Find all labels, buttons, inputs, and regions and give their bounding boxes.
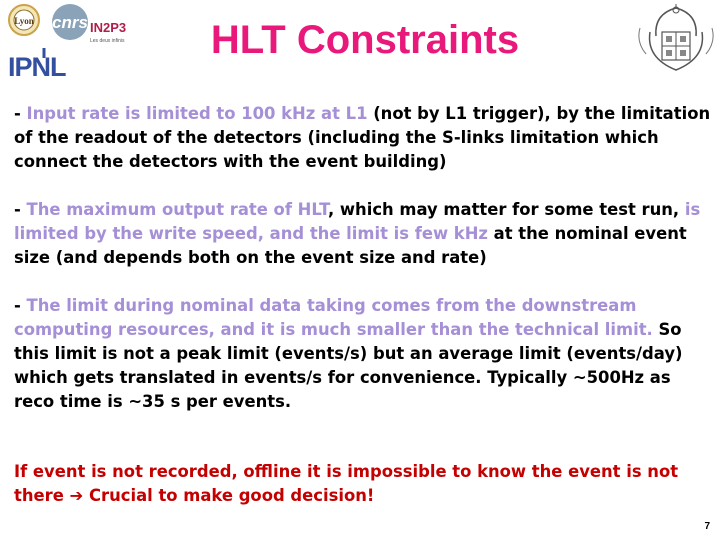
highlight-text: is limited by the write speed, and the limit is few kHz [14, 200, 701, 243]
university-seal-icon [636, 2, 716, 74]
paragraph-input-rate [14, 102, 714, 174]
in2p3-tagline: Les deux infinis [90, 38, 125, 44]
bullet-dash: - [14, 200, 27, 219]
slide-body [14, 102, 714, 508]
cnrs-text: cnrs [52, 13, 88, 32]
body-text: (not by L1 trigger), by the limitation of the readout of the detectors (including the S-links limitation which connect the detectors with the event building) [14, 104, 711, 171]
right-arrow-icon: ➔ [69, 486, 84, 505]
body-text: , which may matter for some test run, [327, 200, 685, 219]
highlight-text: The maximum output rate of HLT [26, 200, 328, 219]
warning-text: If event is not recorded, offline it is impossible to know the event is not there [14, 462, 679, 505]
page-number: 7 [704, 521, 710, 532]
ipnl-cnrs-logo [4, 2, 154, 80]
paragraph-warning [14, 460, 714, 508]
body-text: at the nominal event size (and depends both on the event size and rate) [14, 224, 687, 267]
slide-title: HLT Constraints [210, 18, 520, 62]
highlight-text: The limit during nominal data taking comes from the downstream computing resources, and it is much smaller than the technical limit. [14, 296, 653, 339]
lab-badge-text: Lyon [14, 16, 34, 26]
warning-text: Crucial to make good decision! [83, 486, 375, 505]
body-text: So this limit is not a peak limit (events/s) but an average limit (events/day) which gets translated in events/s for convenience. Typically ~500Hz as reco time is ~35 s per events. [14, 320, 683, 411]
highlight-text: Input rate is limited to 100 kHz at L1 [26, 104, 368, 123]
bullet-dash: - [14, 296, 27, 315]
paragraph-computing-limit [14, 294, 714, 414]
ipnl-text: IPNL [8, 52, 66, 80]
in2p3-text: IN2P3 [90, 20, 127, 35]
paragraph-output-rate [14, 198, 714, 270]
bullet-dash: - [14, 104, 27, 123]
